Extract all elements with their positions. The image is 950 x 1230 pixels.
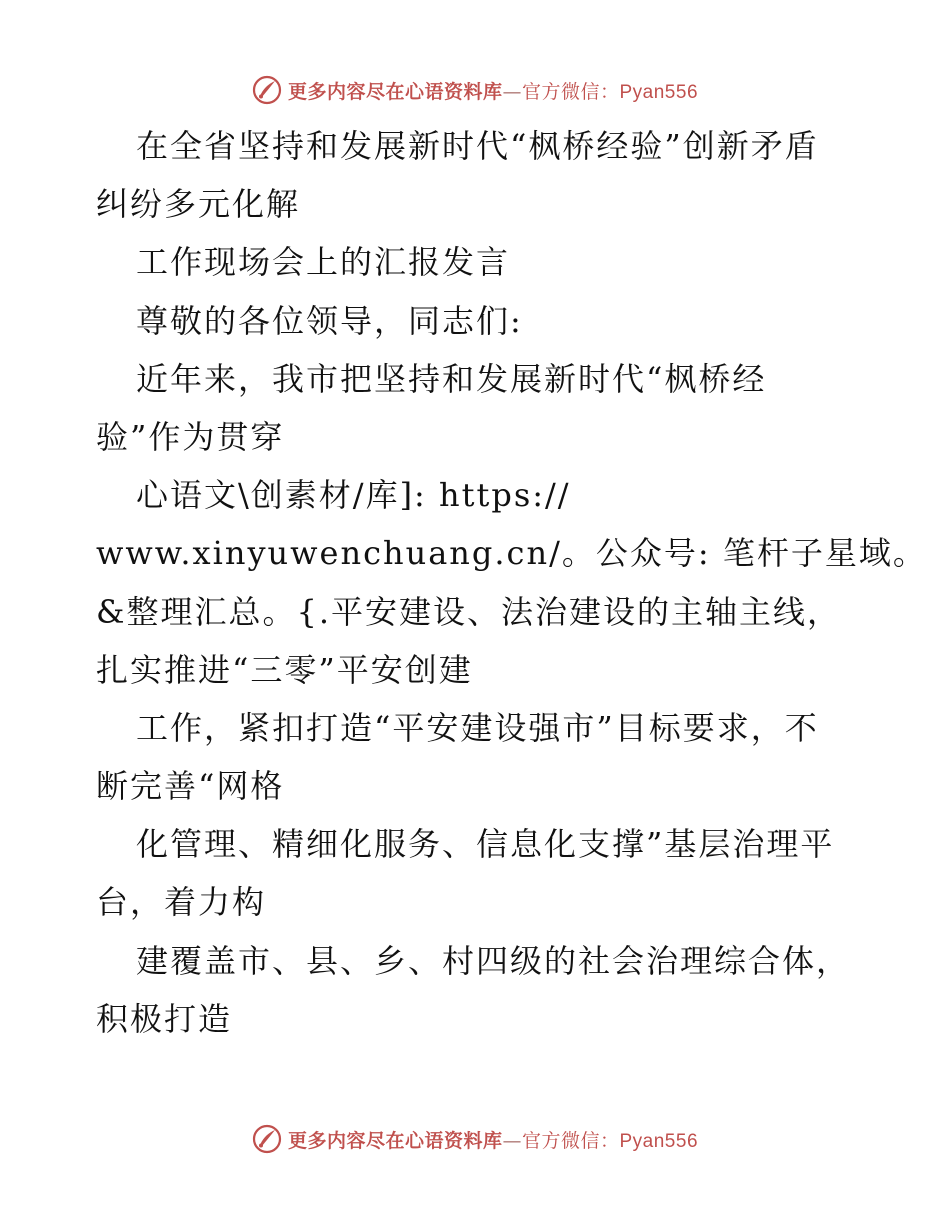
title-line-1: 在全省坚持和发展新时代“枫桥经验”创新矛盾 — [136, 127, 819, 165]
brush-circle-logo-icon — [252, 75, 282, 105]
footer-watermark — [0, 1121, 950, 1157]
paragraph-line: 台，着力构 — [96, 883, 267, 922]
watermark-main: 更多内容尽在心语资料库 — [287, 1129, 503, 1152]
paragraph-line: 建覆盖市、县、乡、村四级的社会治理综合体， — [136, 941, 851, 980]
title-line-3: 工作现场会上的汇报发言 — [136, 243, 511, 282]
title-line-2: 纠纷多元化解 — [96, 185, 301, 224]
watermark-separator: — — [502, 80, 522, 103]
paragraph-line: 心语文\创素材/库]: https:// — [136, 476, 571, 515]
paragraph-line: 验”作为贯穿 — [96, 417, 285, 456]
watermark-text — [288, 77, 698, 104]
paragraph-line: 积极打造 — [96, 999, 233, 1038]
paragraph-line: 近年来，我市把坚持和发展新时代“枫桥经 — [136, 359, 767, 398]
paragraph-line: 断完善“网格 — [96, 767, 285, 806]
paragraph-line: &整理汇总。{.平安建设、法治建设的主轴主线， — [96, 592, 842, 631]
watermark-text — [288, 1126, 698, 1153]
paragraph-line: 工作，紧扣打造“平安建设强市”目标要求，不 — [136, 708, 819, 747]
watermark-wechat-id: Pyan556 — [619, 1130, 699, 1152]
watermark-separator: — — [502, 1129, 522, 1152]
brush-circle-logo-icon — [252, 1124, 282, 1154]
header-watermark — [0, 72, 950, 108]
watermark-wechat-label: 官方微信： — [521, 80, 620, 103]
watermark-wechat-id: Pyan556 — [619, 81, 699, 103]
watermark-main: 更多内容尽在心语资料库 — [287, 80, 503, 103]
paragraph-line: 化管理、精细化服务、信息化支撑”基层治理平 — [136, 825, 835, 864]
salutation: 尊敬的各位领导，同志们: — [136, 301, 523, 340]
watermark-wechat-label: 官方微信： — [521, 1129, 620, 1152]
document-body — [96, 117, 927, 1048]
paragraph-line: www.xinyuwenchuang.cn/。公众号: 笔杆子星域。 — [96, 534, 927, 573]
paragraph-line: 扎实推进“三零”平安创建 — [96, 650, 473, 689]
